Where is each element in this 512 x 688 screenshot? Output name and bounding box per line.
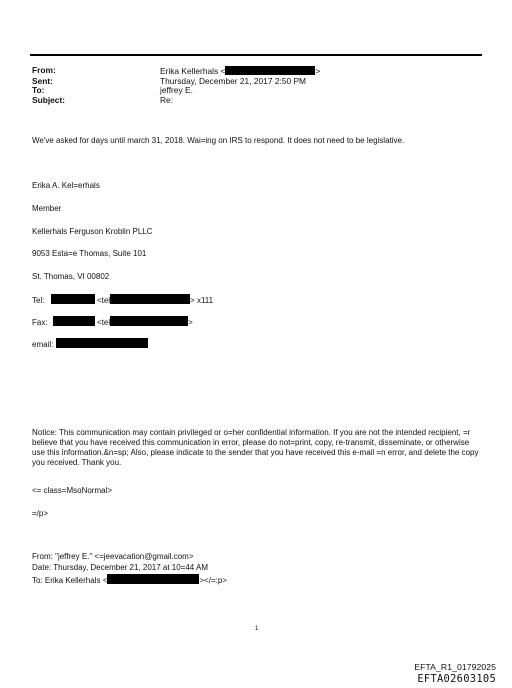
tel-label: Tel: xyxy=(32,296,45,305)
email-line xyxy=(32,338,148,350)
bates-reference-1: EFTA_R1_01792025 xyxy=(414,662,496,672)
redaction-box xyxy=(53,316,95,326)
html-fragment-p: =/p> xyxy=(32,509,49,518)
from-label: From: xyxy=(32,65,56,75)
sent-value: Thursday, December 21, 2017 2:50 PM xyxy=(160,75,307,86)
confidentiality-notice: Notice: This communication may contain privileged or o=her confidential information. If you are not the intended recipient, =r believe that you have received this communication in error, please do not=print, copy, re-transmit, disseminate, or otherwise use this information.&n=sp; Also, please indicate to the sender that you have received this e-mail =n error, and delete the copy you received. Thank you. xyxy=(32,428,479,467)
fax-end: > xyxy=(188,318,193,327)
html-fragment-class: <= class=MsoNormal> xyxy=(32,486,113,495)
fax-label: Fax: xyxy=(32,318,48,327)
signature-address-line2: St. Thomas, VI 00802 xyxy=(32,272,110,281)
redaction-box xyxy=(56,338,148,348)
redaction-box xyxy=(225,66,315,75)
email-label: email: xyxy=(32,340,54,349)
redaction-box xyxy=(51,294,95,304)
sent-row xyxy=(32,77,482,87)
signature-name: Erika A. Kel=erhals xyxy=(32,181,100,190)
fax-mid: <tel xyxy=(97,318,111,327)
from-name: Erika Kellerhals < xyxy=(160,66,226,76)
to-value: jeffrey E. xyxy=(160,85,193,96)
subject-row xyxy=(32,96,482,106)
bates-reference-2: EFTA02603105 xyxy=(417,673,496,685)
redaction-box xyxy=(110,316,188,326)
sent-label: Sent: xyxy=(32,75,53,86)
signature-address-line1: 9053 Esta=e Thomas, Suite 101 xyxy=(32,249,147,258)
redaction-box xyxy=(107,574,199,584)
fax-line xyxy=(32,316,193,328)
page-number: 1 xyxy=(255,626,259,632)
email-header xyxy=(32,66,482,105)
to-row xyxy=(32,86,482,96)
from-row xyxy=(32,66,482,77)
header-rule xyxy=(30,54,482,56)
from-suffix: > xyxy=(315,66,321,76)
tel-ext: > x111 xyxy=(190,296,214,305)
tel-mid: <tel xyxy=(96,296,111,305)
redaction-box xyxy=(110,294,190,304)
quoted-date: Date: Thursday, December 21, 2017 at 10=44 AM xyxy=(32,563,209,572)
signature-title: Member xyxy=(32,204,62,213)
quoted-to-prefix: To: Erika Kellerhals < xyxy=(32,576,108,585)
subject-label: Subject: xyxy=(32,94,66,105)
subject-value: Re: xyxy=(160,94,174,105)
quoted-to-suffix: ></=:p> xyxy=(199,576,227,585)
tel-line xyxy=(32,294,213,306)
message-body: We've asked for days until march 31, 2018. Wai=ing on IRS to respond. It does not need to be legislative. xyxy=(32,136,405,145)
from-value xyxy=(160,66,482,77)
quoted-to xyxy=(32,574,227,586)
quoted-from: From: "jeffrey E." <=jeevacation@gmail.com> xyxy=(32,552,194,561)
signature-firm: Kellerhals Ferguson Kroblin PLLC xyxy=(32,227,153,236)
to-label: To: xyxy=(32,85,45,96)
